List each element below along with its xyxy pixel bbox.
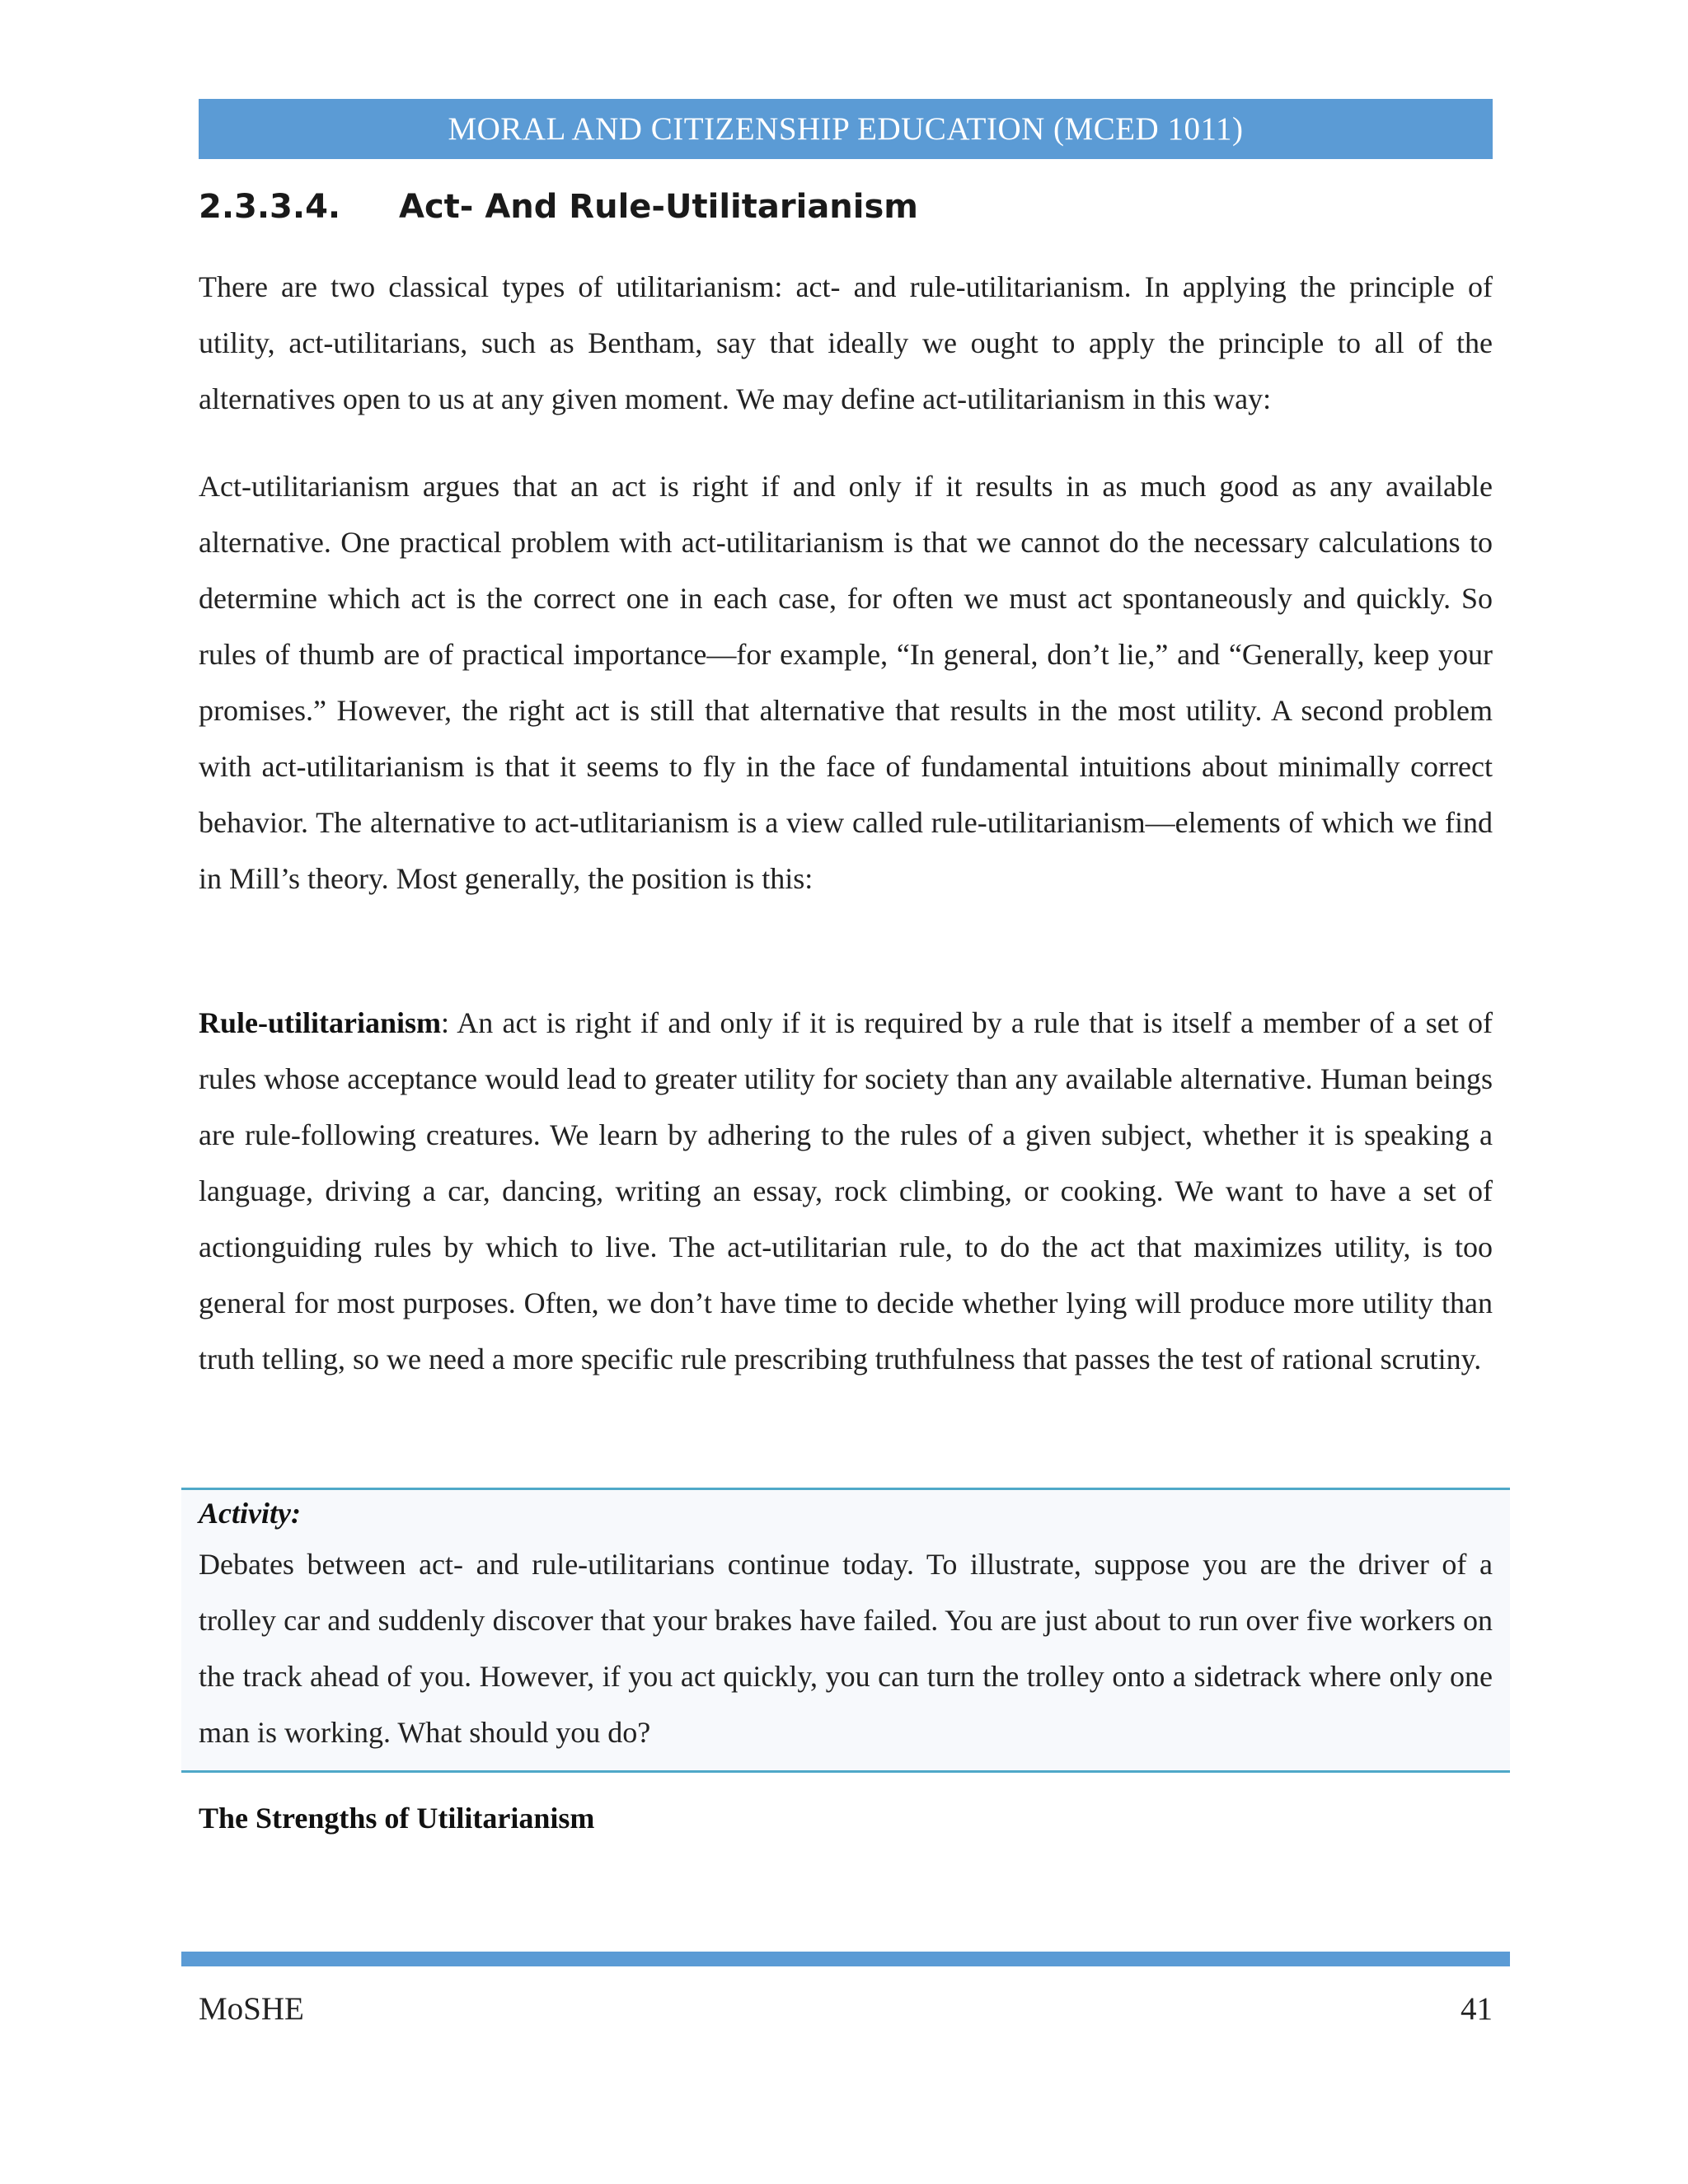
paragraph-intro: There are two classical types of utilitarianism: act- and rule-utilitarianism. In applying the principle of utility, act-utilitarians, such as Bentham, say that ideally we ought to apply the principle to all of the alternatives open to us at any given moment. We may define act-utilitarianism in this way: [199,270,1493,415]
header-title: MORAL AND CITIZENSHIP EDUCATION (MCED 1011) [448,111,1244,147]
paragraph-act-utilitarianism: Act-utilitarianism argues that an act is right if and only if it results in as much good as any available alternative. One practical problem with act-utilitarianism is that we cannot do the necessary calculations to determine which act is the correct one in each case, for often we must act spontaneously and quickly. So rules of thumb are of practical importance—for example, “In general, don’t lie,” and “Generally, keep your promises.” However, the right act is still that alternative that results in the most utility. A second problem with act-utilitarianism is that it seems to fly in the face of fundamental intuitions about minimally correct behavior. The alternative to act-utlitarianism is a view called rule-utilitarianism—elements of which we find in Mill’s theory. Most generally, the position is this: [199,470,1493,895]
footer-bar [181,1952,1510,1966]
section-title: Act- And Rule-Utilitarianism [399,188,918,226]
header-bar [199,99,1493,159]
activity-top-rule [181,1488,1510,1490]
activity-bottom-rule [181,1770,1510,1773]
footer-publisher: MoSHE [199,1991,304,2027]
paragraph-rule-utilitarianism [199,995,1493,1387]
subheading-strengths: The Strengths of Utilitarianism [199,1802,595,1835]
activity-text: Debates between act- and rule-utilitarians continue today. To illustrate, suppose you are the driver of a trolley car and suddenly discover that your brakes have failed. You are just about to run over five workers on the track ahead of you. However, if you act quickly, you can turn the trolley onto a sidetrack where only one man is working. What should you do? [199,1548,1493,1749]
activity-label: Activity: [199,1497,301,1530]
rule-utilitarianism-body: : An act is right if and only if it is required by a rule that is itself a member of a set of rules whose acceptance would lead to greater utility for society than any available alternative. Human beings are rule-following creatures. We learn by adhering to the rules of a given subject, whether it is speaking a language, driving a car, dancing, writing an essay, rock climbing, or cooking. We want to have a set of actionguiding rules by which to live. The act-utilitarian rule, to do the act that maximizes utility, is too general for most purposes. Often, we don’t have time to decide whether lying will produce more utility than truth telling, so we need a more specific rule prescribing truthfulness that passes the test of rational scrutiny. [199,1006,1493,1376]
section-heading [199,188,918,226]
page-number: 41 [1461,1991,1493,2027]
section-number: 2.3.3.4. [199,188,341,226]
rule-utilitarianism-term: Rule-utilitarianism [199,1006,441,1039]
